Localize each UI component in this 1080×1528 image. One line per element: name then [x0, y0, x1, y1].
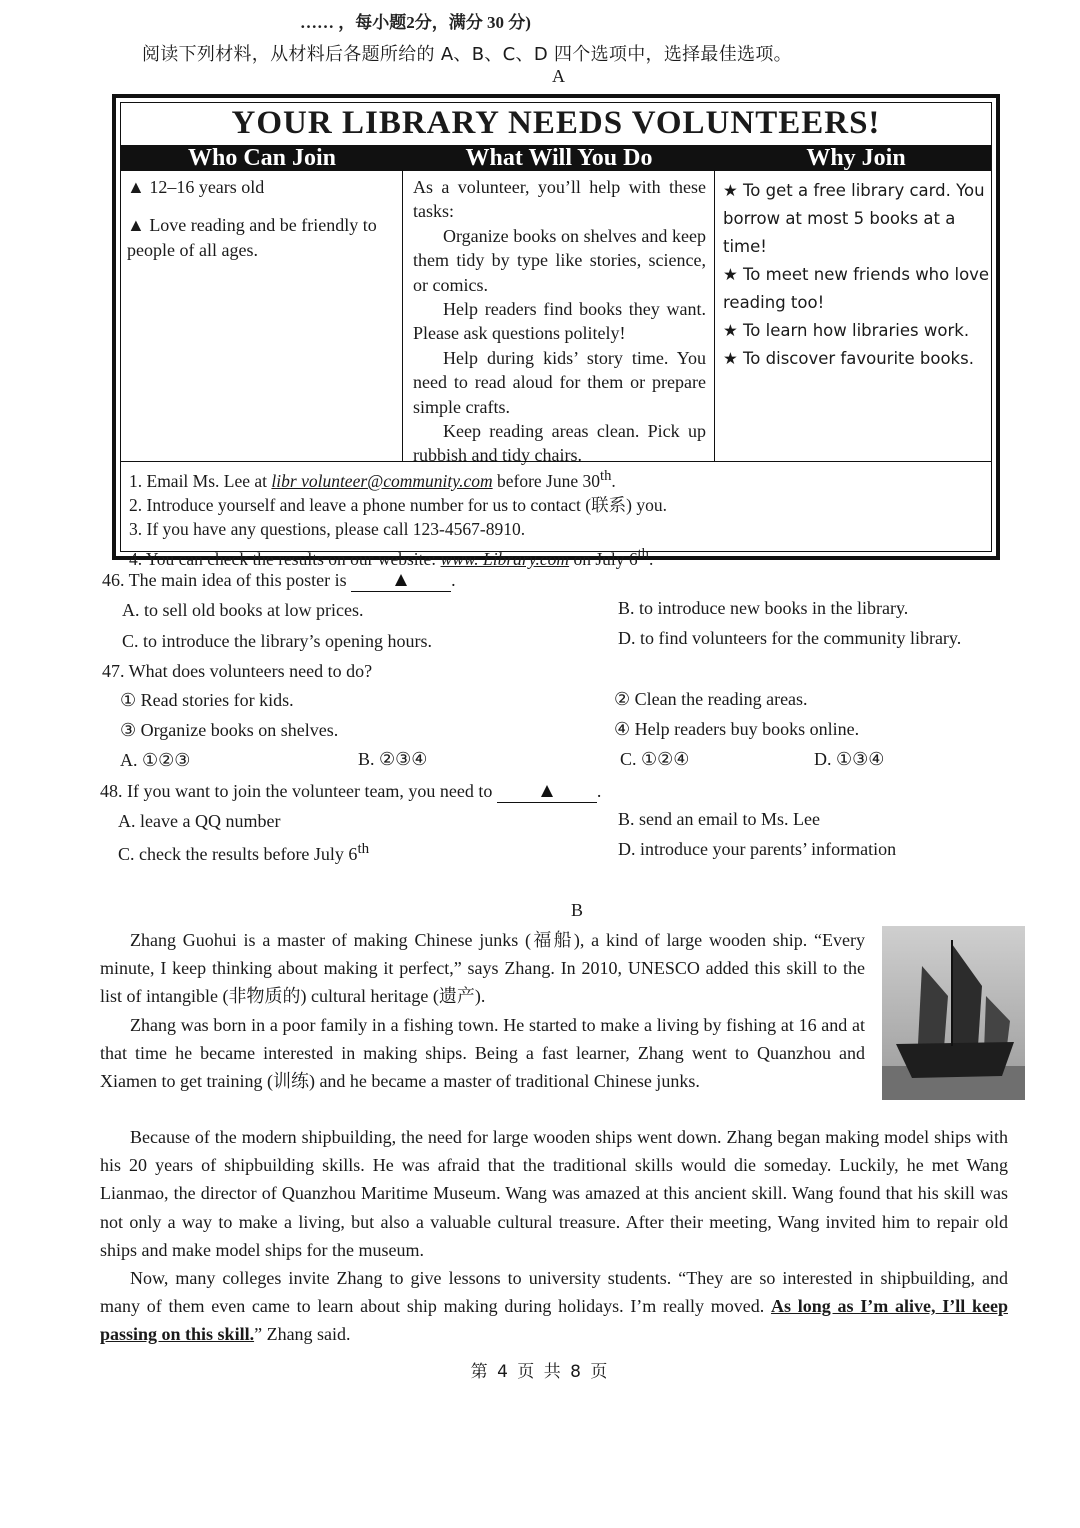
- q46-option-d[interactable]: D. to find volunteers for the community library.: [618, 628, 962, 648]
- answer-blank[interactable]: [351, 570, 451, 592]
- poster-steps: [121, 461, 991, 573]
- q46-stem: 46. The main idea of this poster is: [102, 570, 347, 590]
- q47-option-a[interactable]: A. ①②③: [120, 750, 191, 770]
- why-item: ★ To get a free library card. You borrow at most 5 books at a time!: [723, 181, 985, 256]
- passage-paragraph-4: [100, 1264, 1008, 1349]
- header-why-join: Why Join: [806, 145, 906, 171]
- triangle-icon: [395, 574, 407, 586]
- q46-option-c[interactable]: C. to introduce the library’s opening hours.: [122, 631, 432, 651]
- answer-blank[interactable]: [497, 781, 597, 803]
- q47-item-3: ③ Organize books on shelves.: [120, 720, 339, 740]
- who-item: ▲ 12–16 years old: [127, 177, 265, 197]
- step-1-sup: th: [600, 468, 612, 484]
- step-4-date: on July 6: [569, 548, 638, 569]
- q46-end: .: [451, 570, 456, 590]
- step-3: 3. If you have any questions, please call 123-4567-8910.: [129, 519, 526, 540]
- passage-paragraph-3: Because of the modern shipbuilding, the need for large wooden ships went down. Zhang began making model ships with his 20 years of shipbuilding skills. He was afraid that the traditional skills would die someday. Luckily, he met Wang Lianmao, the director of Quanzhou Maritime Museum. Wang was amazed at this ancient skill. Wang found that his skill was not only a way to make a living, but also a valuable cultural treasure. After their meeting, Wang invited him to repair old ships and make model ships for the museum.: [100, 1127, 1008, 1260]
- why-item: ★ To learn how libraries work.: [723, 321, 970, 340]
- step-4-sup: th: [637, 545, 649, 562]
- question-48: [100, 781, 601, 803]
- paragraph-4-end: ” Zhang said.: [254, 1324, 351, 1345]
- what-intro: As a volunteer, you’ll help with these tasks:: [413, 177, 706, 222]
- who-can-join-column: [121, 171, 403, 461]
- q47-item-4: ④ Help readers buy books online.: [614, 719, 860, 739]
- paragraph-4-text: Now, many colleges invite Zhang to give lessons to university students. “They are so interested in shipbuilding, and many of them even came to learn about ship making during holidays. I’m really moved.: [100, 1268, 1008, 1317]
- step-1-date: before June 30: [492, 470, 601, 491]
- question-47: 47. What does volunteers need to do?: [102, 661, 373, 681]
- q47-item-1: ① Read stories for kids.: [120, 690, 294, 710]
- why-item: ★ To discover favourite books.: [723, 349, 974, 368]
- step-1-text: 1. Email Ms. Lee at: [129, 470, 272, 491]
- header-what-will-you-do: What Will You Do: [465, 145, 653, 171]
- q48-end: .: [596, 781, 602, 801]
- q48-option-a[interactable]: A. leave a QQ number: [118, 811, 281, 831]
- passage-b-lower: [100, 1123, 1008, 1349]
- step-1-end: .: [611, 470, 616, 491]
- q48-c-text: C. check the results before July 6: [118, 844, 358, 864]
- q48-option-c[interactable]: [118, 841, 369, 865]
- section-b-label: B: [571, 900, 584, 920]
- step-1: [129, 464, 983, 493]
- q48-option-d[interactable]: D. introduce your parents’ information: [618, 839, 897, 859]
- what-will-you-do-column: [403, 171, 715, 466]
- triangle-icon: [541, 785, 553, 797]
- q47-option-d[interactable]: D. ①③④: [814, 749, 885, 769]
- poster-title: YOUR LIBRARY NEEDS VOLUNTEERS!: [231, 105, 881, 141]
- section-heading-fragment: …… ，每小题2分，满分 30 分): [300, 13, 531, 32]
- q48-stem: 48. If you want to join the volunteer team, you need to: [100, 781, 493, 801]
- q47-option-b[interactable]: B. ②③④: [358, 749, 428, 769]
- what-task: Help readers find books they want. Please ask questions politely!: [413, 299, 706, 344]
- step-4-text: 4. You can check the results on our website:: [129, 548, 441, 569]
- step-4: [129, 542, 983, 571]
- q46-option-b[interactable]: B. to introduce new books in the library.: [618, 598, 909, 618]
- passage-paragraph-1: Zhang Guohui is a master of making Chinese junks (福船), a kind of large wooden ship. “Every minute, I keep thinking about making it perfect,” says Zhang. In 2010, UNESCO added this skill to the list of intangible (非物质的) cultural heritage (遗产).: [100, 930, 865, 1007]
- underlined-sentence: As long as I’m alive, I’ll keep passing on this skill.: [100, 1296, 1008, 1345]
- section-a-label: A: [552, 66, 565, 86]
- question-46: [102, 570, 456, 592]
- step-4-end: .: [648, 548, 654, 569]
- passage-b-top: [100, 926, 865, 1095]
- why-item: ★ To meet new friends who love reading too!: [723, 265, 990, 312]
- email-link[interactable]: libr volunteer@community.com: [271, 470, 493, 491]
- q47-item-2: ② Clean the reading areas.: [614, 689, 808, 709]
- poster-frame: [120, 102, 992, 569]
- who-item: ▲ Love reading and be friendly to people of all ages.: [127, 215, 377, 260]
- what-task: Keep reading areas clean. Pick up rubbish and tidy chairs.: [413, 421, 706, 466]
- q48-c-sup: th: [357, 841, 370, 857]
- volunteer-poster: [112, 94, 1000, 569]
- page-number: 第 4 页 共 8 页: [470, 1362, 610, 1382]
- poster-header-row: [121, 145, 991, 171]
- header-who-can-join: Who Can Join: [187, 145, 337, 171]
- q47-option-c[interactable]: C. ①②④: [620, 749, 690, 769]
- what-task: Organize books on shelves and keep them tidy by type like stories, science, or comics.: [413, 225, 706, 295]
- q46-option-a[interactable]: A. to sell old books at low prices.: [122, 600, 364, 620]
- chinese-junk-photo: [882, 926, 1025, 1100]
- hull: [896, 1042, 1014, 1078]
- website-link[interactable]: www. Library.com: [440, 548, 570, 569]
- passage-paragraph-2: Zhang was born in a poor family in a fishing town. He started to make a living by fishing at 16 and at that time he became interested in making ships. Being a fast learner, Zhang went to Quanzhou and Xiamen to get training (训练) and he became a master of traditional Chinese junks.: [100, 1014, 865, 1092]
- q48-option-b[interactable]: B. send an email to Ms. Lee: [618, 809, 820, 829]
- step-2: 2. Introduce yourself and leave a phone number for us to contact (联系) you.: [129, 495, 667, 516]
- what-task: Help during kids’ story time. You need to read aloud for them or prepare simple crafts.: [413, 347, 706, 417]
- why-join-column: [715, 171, 997, 461]
- instructions: 阅读下列材料，从材料后各题所给的 A、B、C、D 四个选项中，选择最佳选项。: [142, 44, 792, 65]
